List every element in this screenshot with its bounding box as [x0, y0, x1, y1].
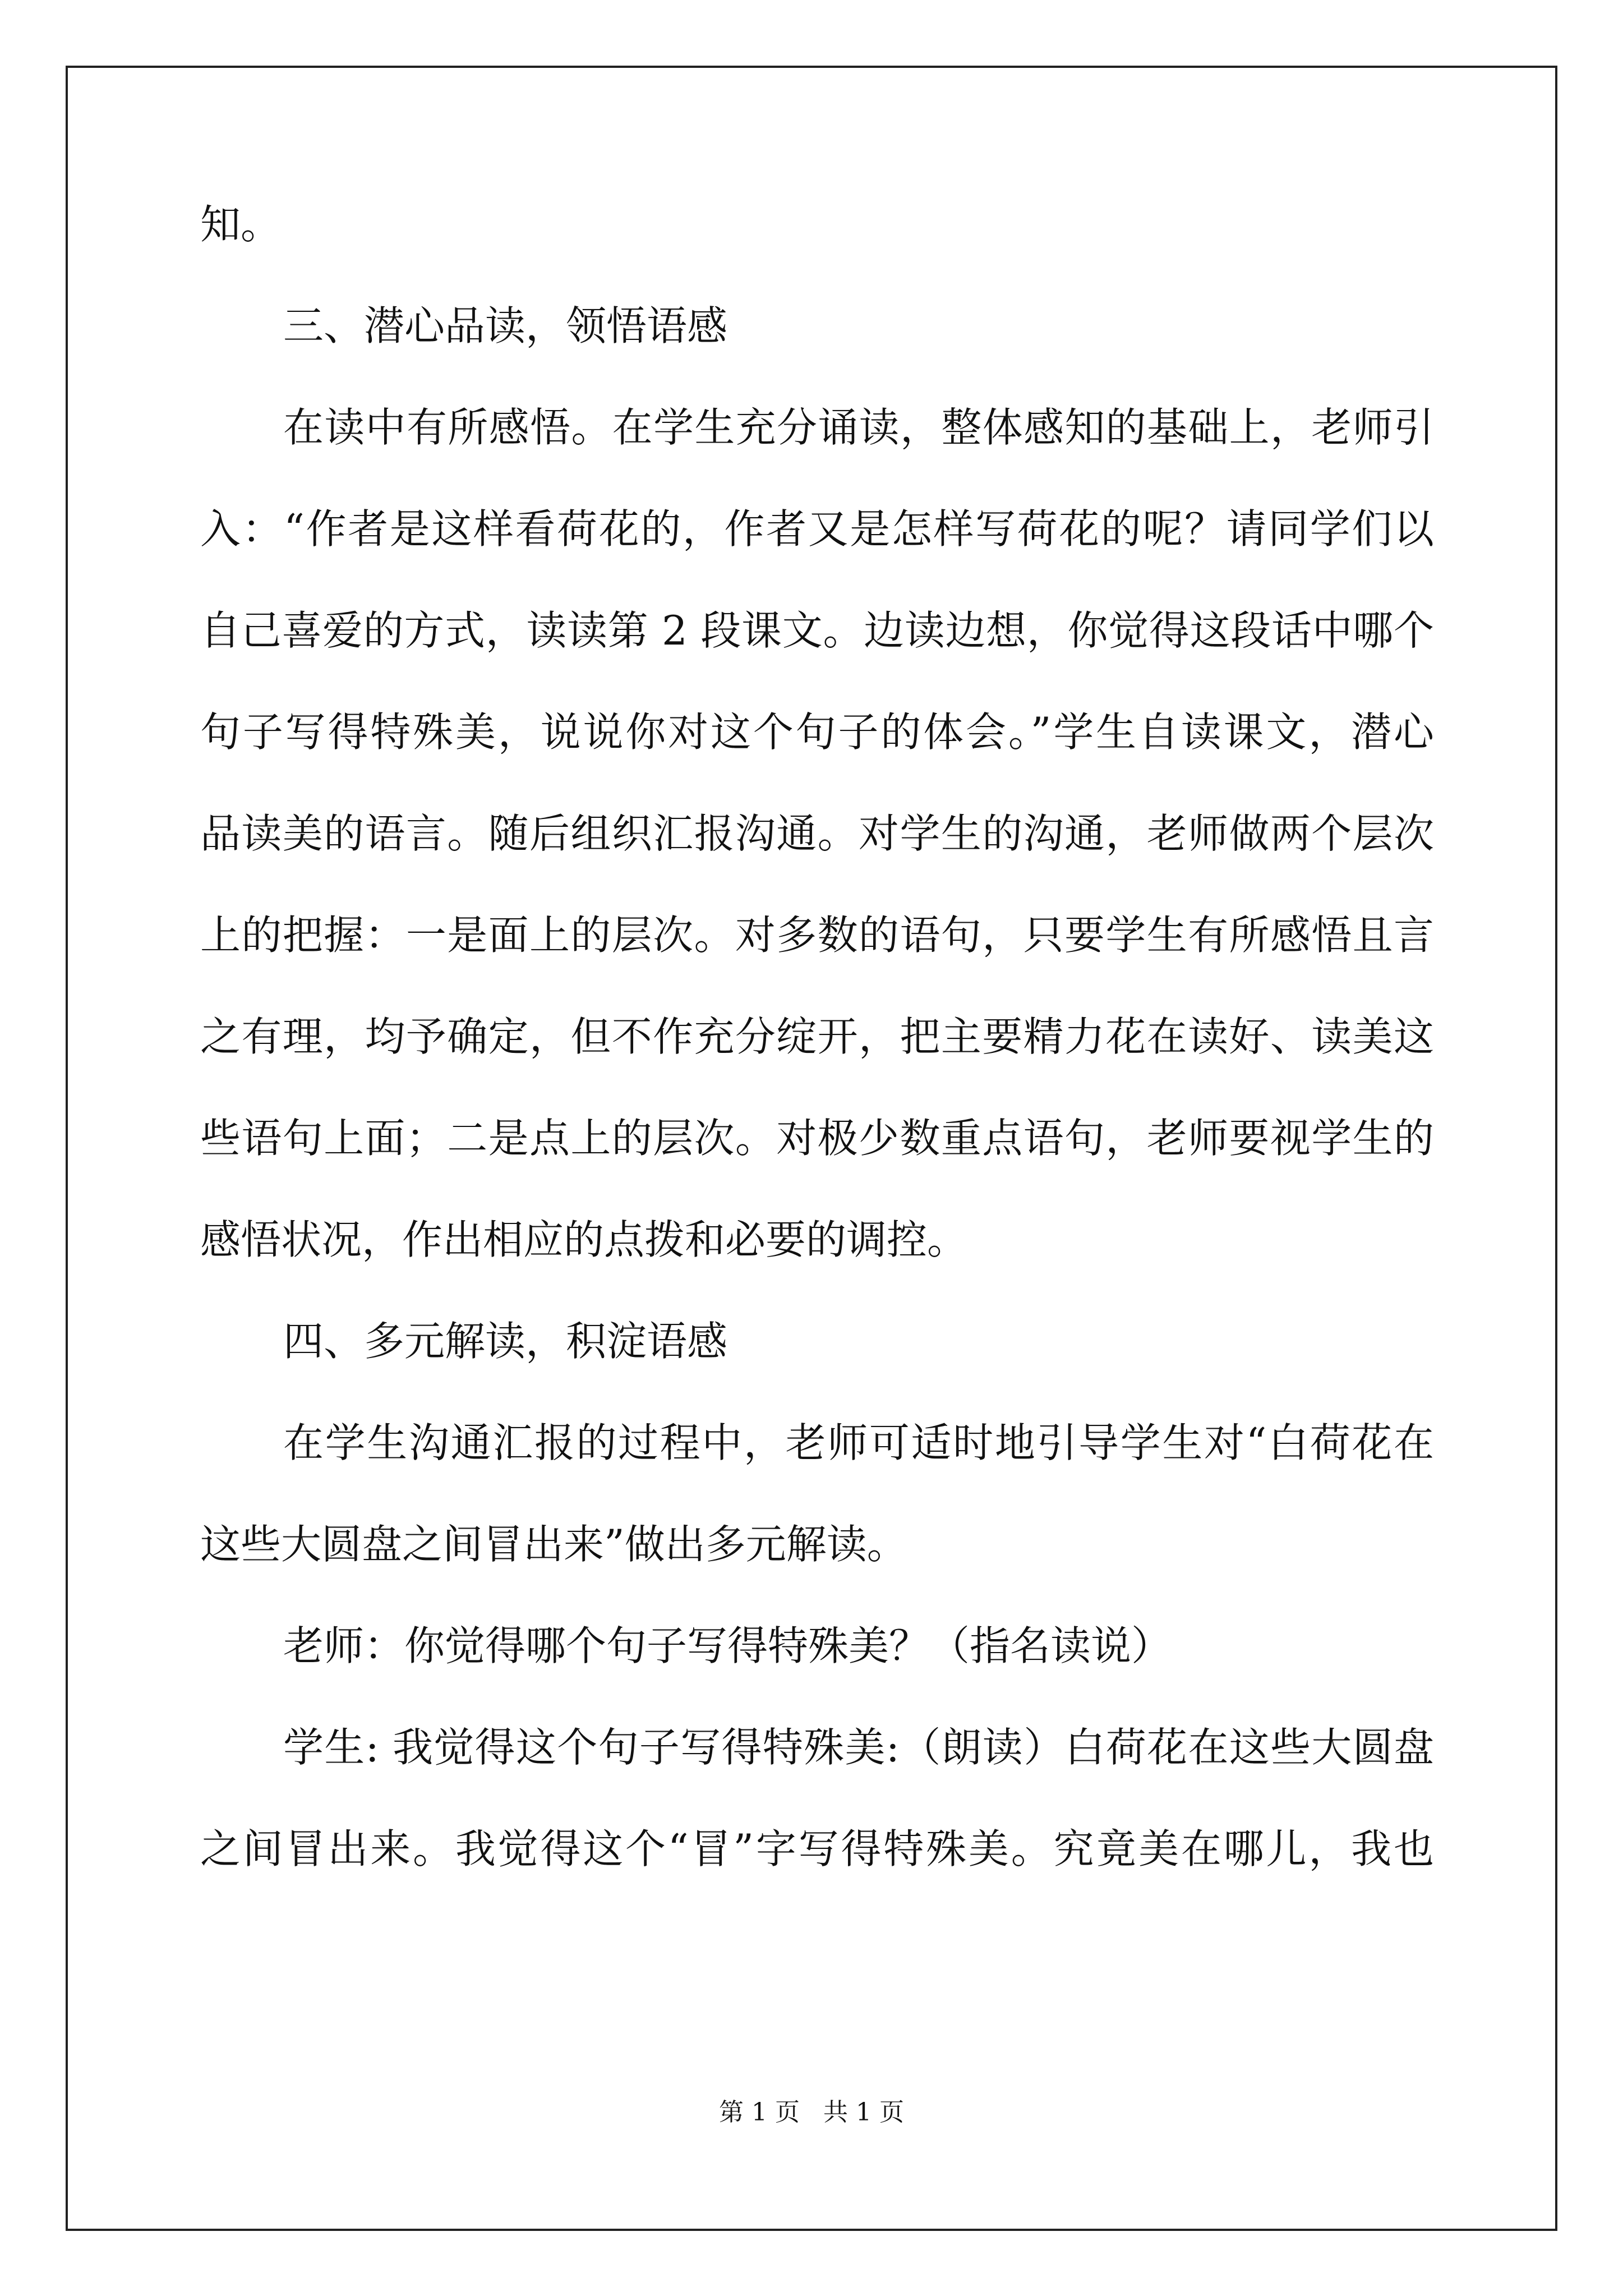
section-heading: 四、多元解读，积淀语感 — [283, 1318, 728, 1365]
paragraph-line: 自己喜爱的方式，读读第 2 段课文。边读边想，你觉得这段话中哪个 — [200, 607, 1434, 654]
paragraph-line: 在读中有所感悟。在学生充分诵读，整体感知的基础上，老师引 — [283, 404, 1434, 451]
paragraph-line: 句子写得特殊美，说说你对这个句子的体会。”学生自读课文，潜心 — [200, 708, 1434, 756]
paragraph-line: 品读美的语言。随后组织汇报沟通。对学生的沟通，老师做两个层次 — [200, 810, 1434, 857]
paragraph-line: 上的把握：一是面上的层次。对多数的语句，只要学生有所感悟且言 — [200, 912, 1434, 959]
paragraph-line: 之间冒出来。我觉得这个“冒”字写得特殊美。究竟美在哪儿，我也 — [200, 1825, 1434, 1872]
paragraph-line: 之有理，均予确定，但不作充分绽开，把主要精力花在读好、读美这 — [200, 1013, 1434, 1060]
paragraph-line: 学生: 我觉得这个句子写得特殊美:（朗读）白荷花在这些大圆盘 — [283, 1724, 1434, 1771]
paragraph-line: 在学生沟通汇报的过程中，老师可适时地引导学生对“白荷花在 — [283, 1419, 1434, 1466]
page-number: 第 1 页 共 1 页 — [719, 2098, 904, 2127]
paragraph-line: 些语句上面；二是点上的层次。对极少数重点语句，老师要视学生的 — [200, 1115, 1434, 1162]
paragraph-line: 这些大圆盘之间冒出来”做出多元解读。 — [200, 1521, 907, 1568]
text-line: 知。 — [200, 201, 282, 248]
paragraph-line: 入：“作者是这样看荷花的，作者又是怎样写荷花的呢？请同学们以 — [200, 505, 1434, 553]
paragraph-line: 老师：你觉得哪个句子写得特殊美？（指名读说） — [283, 1622, 1172, 1669]
section-heading: 三、潜心品读，领悟语感 — [283, 302, 728, 349]
paragraph-line: 感悟状况，作出相应的点拨和必要的调控。 — [200, 1216, 968, 1263]
